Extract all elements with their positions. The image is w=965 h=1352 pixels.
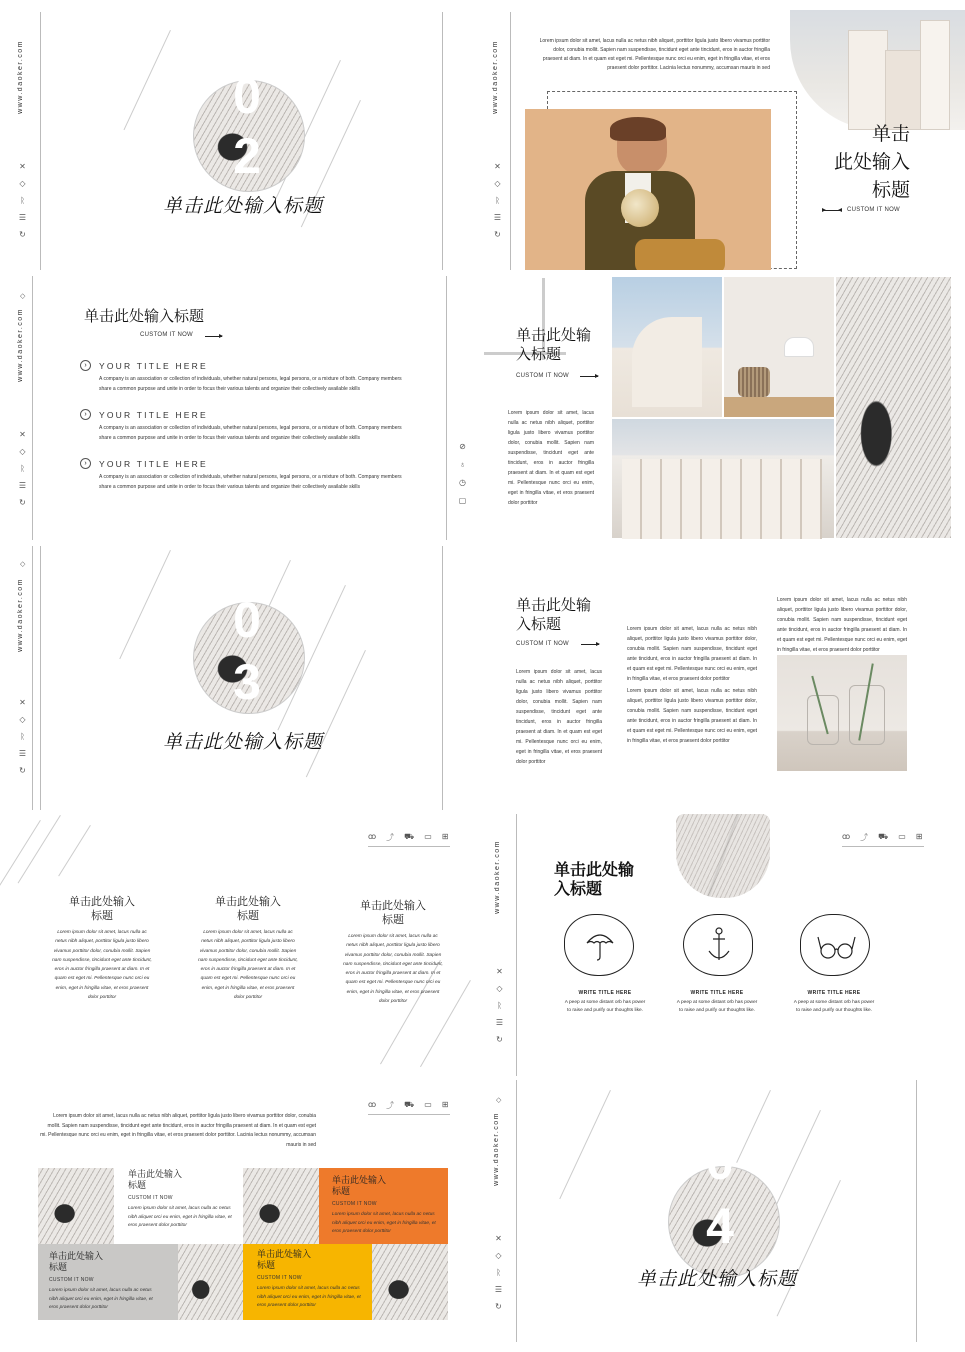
wall-shape <box>632 317 702 407</box>
tag-icon[interactable]: ◇ <box>495 1251 502 1260</box>
side-icons <box>458 442 467 505</box>
card-text: Lorem ipsum dolor sit amet, lacus nulla ac netus nibh aliquet orci eu enim, eget in fringilla vitae, et eros praesent dolor porttitor <box>128 1206 232 1228</box>
divider-line <box>916 1080 917 1342</box>
custom-label: CUSTOM IT NOW <box>516 373 570 379</box>
site-url: www.daoker.com <box>17 40 24 114</box>
card-title-2: 标题 <box>332 1187 351 1197</box>
pin-icon[interactable]: ᚱ <box>495 196 500 205</box>
decor-line <box>124 30 171 130</box>
custom-label: CUSTOM IT NOW <box>128 1195 173 1201</box>
chevron-right-icon: › <box>80 360 91 371</box>
cards-paragraph: Lorem ipsum dolor sit amet, lacus nulla ac netus nibh aliquet, porttitor ligula justo libero vivamus porttitor dolor, conubia mollit. Sapien nam suspendisse, tincidunt eget ante tincidunt, eros in auctor fringilla praesent at diam. In et quam est eget mi. Pellentesque nunc orci eu enim, eget in fringilla vitae, et eros praesent dolor porttitor. Lacinia lectus nonummy, accumsan mauris in sed <box>40 1113 316 1148</box>
anchor-frame <box>683 914 753 976</box>
section-digit-0: 0 <box>233 592 261 648</box>
section-digit-0: 0 <box>706 1134 734 1190</box>
site-url: www.daoker.com <box>493 1112 500 1186</box>
list-icon[interactable]: ☰ <box>493 213 502 222</box>
pin-icon[interactable]: ᚱ <box>20 196 25 205</box>
collage-paragraph: Lorem ipsum dolor sit amet, lacus nulla ac netus nibh aliquet, porttitor ligula justo libero vivamus porttitor dolor, conubia mollit. Sapien nam suspendisse, tincidunt eget ante tincidunt, eros in auctor fringilla praesent at diam. In et quam est eget mi. Pellentesque nunc orci eu enim, eget in fringilla vitae, et eros praesent dolor porttitor <box>508 410 594 506</box>
truck-icon[interactable]: ⛟ <box>404 832 415 841</box>
truck-icon[interactable]: ⛟ <box>404 1100 415 1109</box>
item-text: A company is an association or collection of individuals, whether natural persons, legal persons, or a mixture of both. Company members share a common purpose and unite in order to focus their various talents and organize their collectively available skills <box>99 376 402 392</box>
rocket-icon[interactable]: ⤴ <box>386 833 395 842</box>
divider-line <box>516 814 517 1076</box>
tag-icon[interactable]: ◇ <box>19 715 26 724</box>
clock-icon[interactable]: ◷ <box>459 478 466 487</box>
card-photo <box>38 1168 114 1244</box>
column-title-1: 单击此处输入 <box>360 899 426 912</box>
decor-line <box>777 1180 841 1316</box>
feature-text: A peep at some distant orb has power to raise and purify our thoughts like. <box>564 1000 646 1013</box>
tag-icon[interactable]: ◇ <box>496 984 503 993</box>
intro-title <box>810 120 910 204</box>
right-paragraph: Lorem ipsum dolor sit amet, lacus nulla ac netus nibh aliquet, porttitor ligula justo libero vivamus porttitor dolor, conubia mollit. Sapien nam suspendisse, tincidunt eget ante tincidunt, eros in auctor fringilla praesent at diam. In et quam est eget mi. Pellentesque nunc orci eu enim, eget in fringilla vitae, et eros praesent dolor porttitor <box>777 597 907 653</box>
custom-label: CUSTOM IT NOW <box>332 1201 377 1207</box>
truck-icon[interactable]: ⛟ <box>878 832 889 841</box>
slide-section-02 <box>0 0 480 270</box>
custom-label: CUSTOM IT NOW <box>257 1275 302 1281</box>
feature-item <box>793 990 875 1015</box>
divider-line <box>442 546 443 810</box>
collage-title <box>516 326 591 364</box>
site-url: www.daoker.com <box>17 578 24 652</box>
section-digit-4: 4 <box>706 1198 734 1254</box>
divider-line <box>510 12 511 270</box>
title-line-2: 入标题 <box>516 345 562 363</box>
divider-line <box>32 546 33 810</box>
building-photo <box>790 10 965 130</box>
decor-line <box>119 550 171 659</box>
decor-line <box>559 1090 611 1199</box>
section-digit-0: 0 <box>233 68 261 124</box>
social-icons <box>494 1234 503 1311</box>
column-title-2: 标题 <box>91 909 113 922</box>
section-title: 单击此处输入标题 <box>163 195 324 217</box>
hook-icon[interactable]: ↻ <box>496 1035 503 1044</box>
middle-paragraph-1: Lorem ipsum dolor sit amet, lacus nulla ac netus nibh aliquet, porttitor ligula justo libero vivamus porttitor dolor, conubia mollit. Sapien nam suspendisse, tincidunt eget ante tincidunt, eros in auctor fringilla praesent at diam. In et quam est eget mi. Pellentesque nunc orci eu enim, eget in fringilla vitae, et eros praesent dolor porttitor <box>627 626 757 682</box>
top-icons <box>368 832 449 843</box>
top-icons <box>368 1100 449 1111</box>
frame-icon[interactable]: ▢ <box>458 496 467 505</box>
pin-icon[interactable]: ᚱ <box>496 1268 501 1277</box>
card-text: Lorem ipsum dolor sit amet, lacus nulla ac netus nibh aliquet orci eu enim, eget in fringilla vitae, et eros praesent dolor porttitor <box>49 1288 153 1310</box>
glasses-frame <box>800 914 870 976</box>
card-title-2: 标题 <box>257 1261 276 1271</box>
hook-icon[interactable]: ↻ <box>19 498 26 507</box>
bus-icon[interactable]: ▭ <box>424 832 432 841</box>
share-icon[interactable]: ✕ <box>19 162 26 171</box>
floor-shape <box>724 397 834 417</box>
left-paragraph: Lorem ipsum dolor sit amet, lacus nulla ac netus nibh aliquet, porttitor ligula justo libero vivamus porttitor dolor, conubia mollit. Sapien nam suspendisse, tincidunt eget ante tincidunt, eros in auctor fringilla praesent at diam. In et quam est eget mi. Pellentesque nunc orci eu enim, eget in fringilla vitae, et eros praesent dolor porttitor <box>516 669 602 765</box>
slide-collage <box>458 270 960 540</box>
card-white <box>114 1168 243 1244</box>
building-block <box>848 30 888 130</box>
chair-photo <box>724 277 834 417</box>
glasses-icon <box>801 915 871 977</box>
umbrella-frame <box>564 914 634 976</box>
divider-line <box>368 846 450 847</box>
card-title-1: 单击此处输入 <box>257 1250 312 1260</box>
list-icon[interactable]: ☰ <box>18 749 27 758</box>
list-icon[interactable]: ☰ <box>494 1285 503 1294</box>
card-title-1: 单击此处输入 <box>332 1176 387 1186</box>
tag-icon[interactable]: ◇ <box>19 179 26 188</box>
hair-shape <box>610 117 666 141</box>
column-text: Lorem ipsum dolor sit amet, lacus nulla ac netus nibh aliquet, porttitor ligula justo libero vivamus porttitor dolor, conubia mollit. Sapien nam suspendisse, tincidunt eget ante tincidunt, eros in auctor fringilla praesent at diam. In et quam est eget mi. Pellentesque nunc orci eu enim, eget in fringilla vitae, et eros praesent dolor porttitor <box>198 930 298 1001</box>
arrow-right-icon <box>580 376 598 377</box>
basket-shape <box>738 367 770 397</box>
buildings-photo <box>612 419 834 538</box>
card-yellow <box>243 1244 372 1320</box>
section-title: 单击此处输入标题 <box>163 731 324 753</box>
title-line-1: 单击此处输 <box>516 326 592 344</box>
title-line-2: 此处输入 <box>833 151 910 173</box>
column-title-1: 单击此处输入 <box>215 895 281 908</box>
arrow-right-icon <box>581 644 599 645</box>
social-icons <box>493 162 502 239</box>
social-icons <box>18 162 27 239</box>
list-icon[interactable]: ☰ <box>18 481 27 490</box>
anchor-icon <box>684 915 754 977</box>
card-text: Lorem ipsum dolor sit amet, lacus nulla ac netus nibh aliquet orci eu enim, eget in fringilla vitae, et eros praesent dolor porttitor <box>332 1212 436 1234</box>
divider-line <box>842 846 924 847</box>
title-line-1: 单击此处输 <box>516 596 592 614</box>
feature-item <box>676 990 758 1015</box>
slide-list <box>0 270 480 540</box>
hook-icon[interactable]: ↻ <box>19 766 26 775</box>
features-title <box>554 860 634 898</box>
card-orange <box>319 1168 448 1244</box>
feature-item <box>564 990 646 1015</box>
divider-line <box>40 12 41 270</box>
buildings-shape <box>622 459 822 539</box>
train-icon[interactable]: ⊞ <box>915 832 923 841</box>
section-digit-3: 3 <box>233 654 261 710</box>
slide-text-columns <box>480 540 960 810</box>
cone-icon[interactable]: ♁ <box>459 460 466 469</box>
section-title: 单击此处输入标题 <box>637 1268 798 1290</box>
card-text: Lorem ipsum dolor sit amet, lacus nulla ac netus nibh aliquet orci eu enim, eget in fringilla vitae, et eros praesent dolor porttitor <box>257 1286 361 1308</box>
slide-section-03 <box>0 540 480 810</box>
social-icons <box>18 698 27 775</box>
column-card <box>343 899 443 1006</box>
tag-icon[interactable]: ◇ <box>20 561 26 568</box>
share-icon[interactable]: ✕ <box>19 698 26 707</box>
chevron-right-icon: › <box>80 458 91 469</box>
tag-icon[interactable]: ◇ <box>19 447 26 456</box>
chair-shape <box>784 337 814 357</box>
item-title: YOUR TITLE HERE <box>99 410 208 420</box>
middle-paragraph-2: Lorem ipsum dolor sit amet, lacus nulla ac netus nibh aliquet, porttitor ligula justo libero vivamus porttitor dolor, conubia mollit. Sapien nam suspendisse, tincidunt eget ante tincidunt, eros in auctor fringilla praesent at diam. In et quam est eget mi. Pellentesque nunc orci eu enim, eget in fringilla vitae, et eros praesent dolor porttitor <box>627 688 757 744</box>
pin-icon[interactable]: ᚱ <box>20 464 25 473</box>
card-title-1: 单击此处输入 <box>128 1170 183 1180</box>
feature-title: WRITE TITLE HERE <box>578 990 632 996</box>
divider-line <box>442 12 443 270</box>
title-line-3: 标题 <box>871 179 910 201</box>
umbrella-icon <box>565 915 635 977</box>
feature-text: A peep at some distant orb has power to raise and purify our thoughts like. <box>676 1000 758 1013</box>
social-icons <box>495 967 504 1044</box>
trousers-shape <box>635 239 725 274</box>
title-line-1: 单击 <box>871 123 910 145</box>
top-icons <box>842 832 923 843</box>
bike-icon[interactable]: ꝏ <box>842 832 851 841</box>
title-line-2: 入标题 <box>516 615 562 633</box>
column-title-1: 单击此处输入 <box>69 895 135 908</box>
item-title: YOUR TITLE HERE <box>99 361 208 371</box>
share-icon[interactable]: ✕ <box>494 162 501 171</box>
slide-color-cards <box>0 1080 480 1350</box>
tag-icon[interactable]: ◇ <box>496 1097 502 1104</box>
sofa-photo <box>836 277 951 538</box>
slide-intro <box>480 0 960 270</box>
social-icons <box>18 430 27 507</box>
divider-line <box>446 276 447 540</box>
column-text: Lorem ipsum dolor sit amet, lacus nulla ac netus nibh aliquet, porttitor ligula justo libero vivamus porttitor dolor, conubia mollit. Sapien nam suspendisse, tincidunt eget ante tincidunt, eros in auctor fringilla praesent at diam. In et quam est eget mi. Pellentesque nunc orci eu enim, eget in fringilla vitae, et eros praesent dolor porttitor <box>52 930 152 1001</box>
hook-icon[interactable]: ↻ <box>19 230 26 239</box>
item-text: A company is an association or collection of individuals, whether natural persons, legal persons, or a mixture of both. Company members share a common purpose and unite in order to focus their various talents and organize their collectively available skills <box>99 425 402 441</box>
glass-jar-photo <box>777 655 907 771</box>
globe-shape <box>621 189 659 227</box>
card-title-1: 单击此处输入 <box>49 1252 104 1262</box>
building-block <box>920 20 950 130</box>
list-icon[interactable]: ☰ <box>495 1018 504 1027</box>
white-wall-photo <box>612 277 722 417</box>
feature-text: A peep at some distant orb has power to raise and purify our thoughts like. <box>793 1000 875 1013</box>
card-photo <box>178 1244 243 1320</box>
rocket-icon[interactable]: ⤴ <box>386 1101 395 1110</box>
hook-icon[interactable]: ↻ <box>495 1302 502 1311</box>
item-title: YOUR TITLE HERE <box>99 459 208 469</box>
bus-icon[interactable]: ▭ <box>898 832 906 841</box>
tag-icon[interactable]: ◇ <box>494 179 501 188</box>
arrow-right-icon <box>205 336 222 337</box>
hook-icon[interactable]: ↻ <box>494 230 501 239</box>
custom-label: CUSTOM IT NOW <box>140 332 194 338</box>
decor-line <box>18 815 61 883</box>
building-block <box>885 50 925 130</box>
slide-icon-features <box>480 810 960 1080</box>
pin-icon[interactable]: ᚱ <box>497 1001 502 1010</box>
rocket-icon[interactable]: ⤴ <box>860 833 869 842</box>
arrow-left-icon <box>823 210 841 211</box>
bus-icon[interactable]: ▭ <box>424 1100 432 1109</box>
decor-line <box>0 820 41 914</box>
blob-photo <box>676 814 770 898</box>
feature-title: WRITE TITLE HERE <box>807 990 861 996</box>
column-title-2: 标题 <box>382 913 404 926</box>
divider-line <box>32 276 33 540</box>
columns-title <box>516 596 591 634</box>
train-icon[interactable]: ⊞ <box>441 832 449 841</box>
list-icon[interactable]: ☰ <box>18 213 27 222</box>
slide-section-04 <box>480 1080 960 1350</box>
column-title-2: 标题 <box>237 909 259 922</box>
card-title-2: 标题 <box>49 1263 68 1273</box>
site-url: www.daoker.com <box>492 40 499 114</box>
section-digit-2: 2 <box>233 128 261 184</box>
train-icon[interactable]: ⊞ <box>441 1100 449 1109</box>
title-line-2: 入标题 <box>554 879 603 898</box>
slide-three-columns <box>0 810 480 1080</box>
decor-line <box>58 825 91 876</box>
title-line-1: 单击此处输 <box>554 860 635 879</box>
column-text: Lorem ipsum dolor sit amet, lacus nulla ac netus nibh aliquet, porttitor ligula justo libero vivamus porttitor dolor, conubia mollit. Sapien nam suspendisse, tincidunt eget ante tincidunt, eros in auctor fringilla praesent at diam. In et quam est eget mi. Pellentesque nunc orci eu enim, eget in fringilla vitae, et eros praesent dolor porttitor <box>343 934 443 1005</box>
item-text: A company is an association or collection of individuals, whether natural persons, legal persons, or a mixture of both. Company members share a common purpose and unite in order to focus their various talents and organize their collectively available skills <box>99 474 402 490</box>
column-card <box>52 895 152 1002</box>
pin-icon[interactable]: ᚱ <box>20 732 25 741</box>
custom-label: CUSTOM IT NOW <box>516 641 570 647</box>
man-globe-photo <box>525 109 771 270</box>
divider-line <box>516 1080 517 1342</box>
site-url: www.daoker.com <box>17 308 24 382</box>
card-title-2: 标题 <box>128 1181 147 1191</box>
card-photo <box>372 1244 448 1320</box>
bike-icon[interactable]: ꝏ <box>368 832 377 841</box>
divider-line <box>368 1114 450 1115</box>
feature-title: WRITE TITLE HERE <box>690 990 744 996</box>
column-card <box>198 895 298 1002</box>
card-gray <box>38 1244 243 1320</box>
card-photo <box>243 1168 319 1244</box>
site-url: www.daoker.com <box>494 840 501 914</box>
bike-icon[interactable]: ꝏ <box>368 1100 377 1109</box>
tag-icon[interactable]: ◇ <box>20 293 26 300</box>
divider-line <box>40 546 41 810</box>
chevron-right-icon: › <box>80 409 91 420</box>
share-icon[interactable]: ✕ <box>495 1234 502 1243</box>
compass-icon[interactable]: ⊘ <box>459 442 466 451</box>
intro-paragraph: Lorem ipsum dolor sit amet, lacus nulla ac netus nibh aliquet, porttitor ligula justo libero vivamus porttitor dolor, conubia mollit. Sapien nam suspendisse, tincidunt eget ante tincidunt, eros in auctor fringilla praesent at diam. In et quam est eget mi. Pellentesque nunc orci eu enim, eget in fringilla vitae, et eros praesent dolor porttitor. Lacinia lectus nonummy, accumsan mauris in sed <box>539 38 770 71</box>
share-icon[interactable]: ✕ <box>19 430 26 439</box>
share-icon[interactable]: ✕ <box>496 967 503 976</box>
custom-label: CUSTOM IT NOW <box>49 1277 94 1283</box>
custom-label: CUSTOM IT NOW <box>847 207 901 213</box>
decor-line <box>306 650 366 777</box>
list-title: 单击此处输入标题 <box>84 307 205 325</box>
